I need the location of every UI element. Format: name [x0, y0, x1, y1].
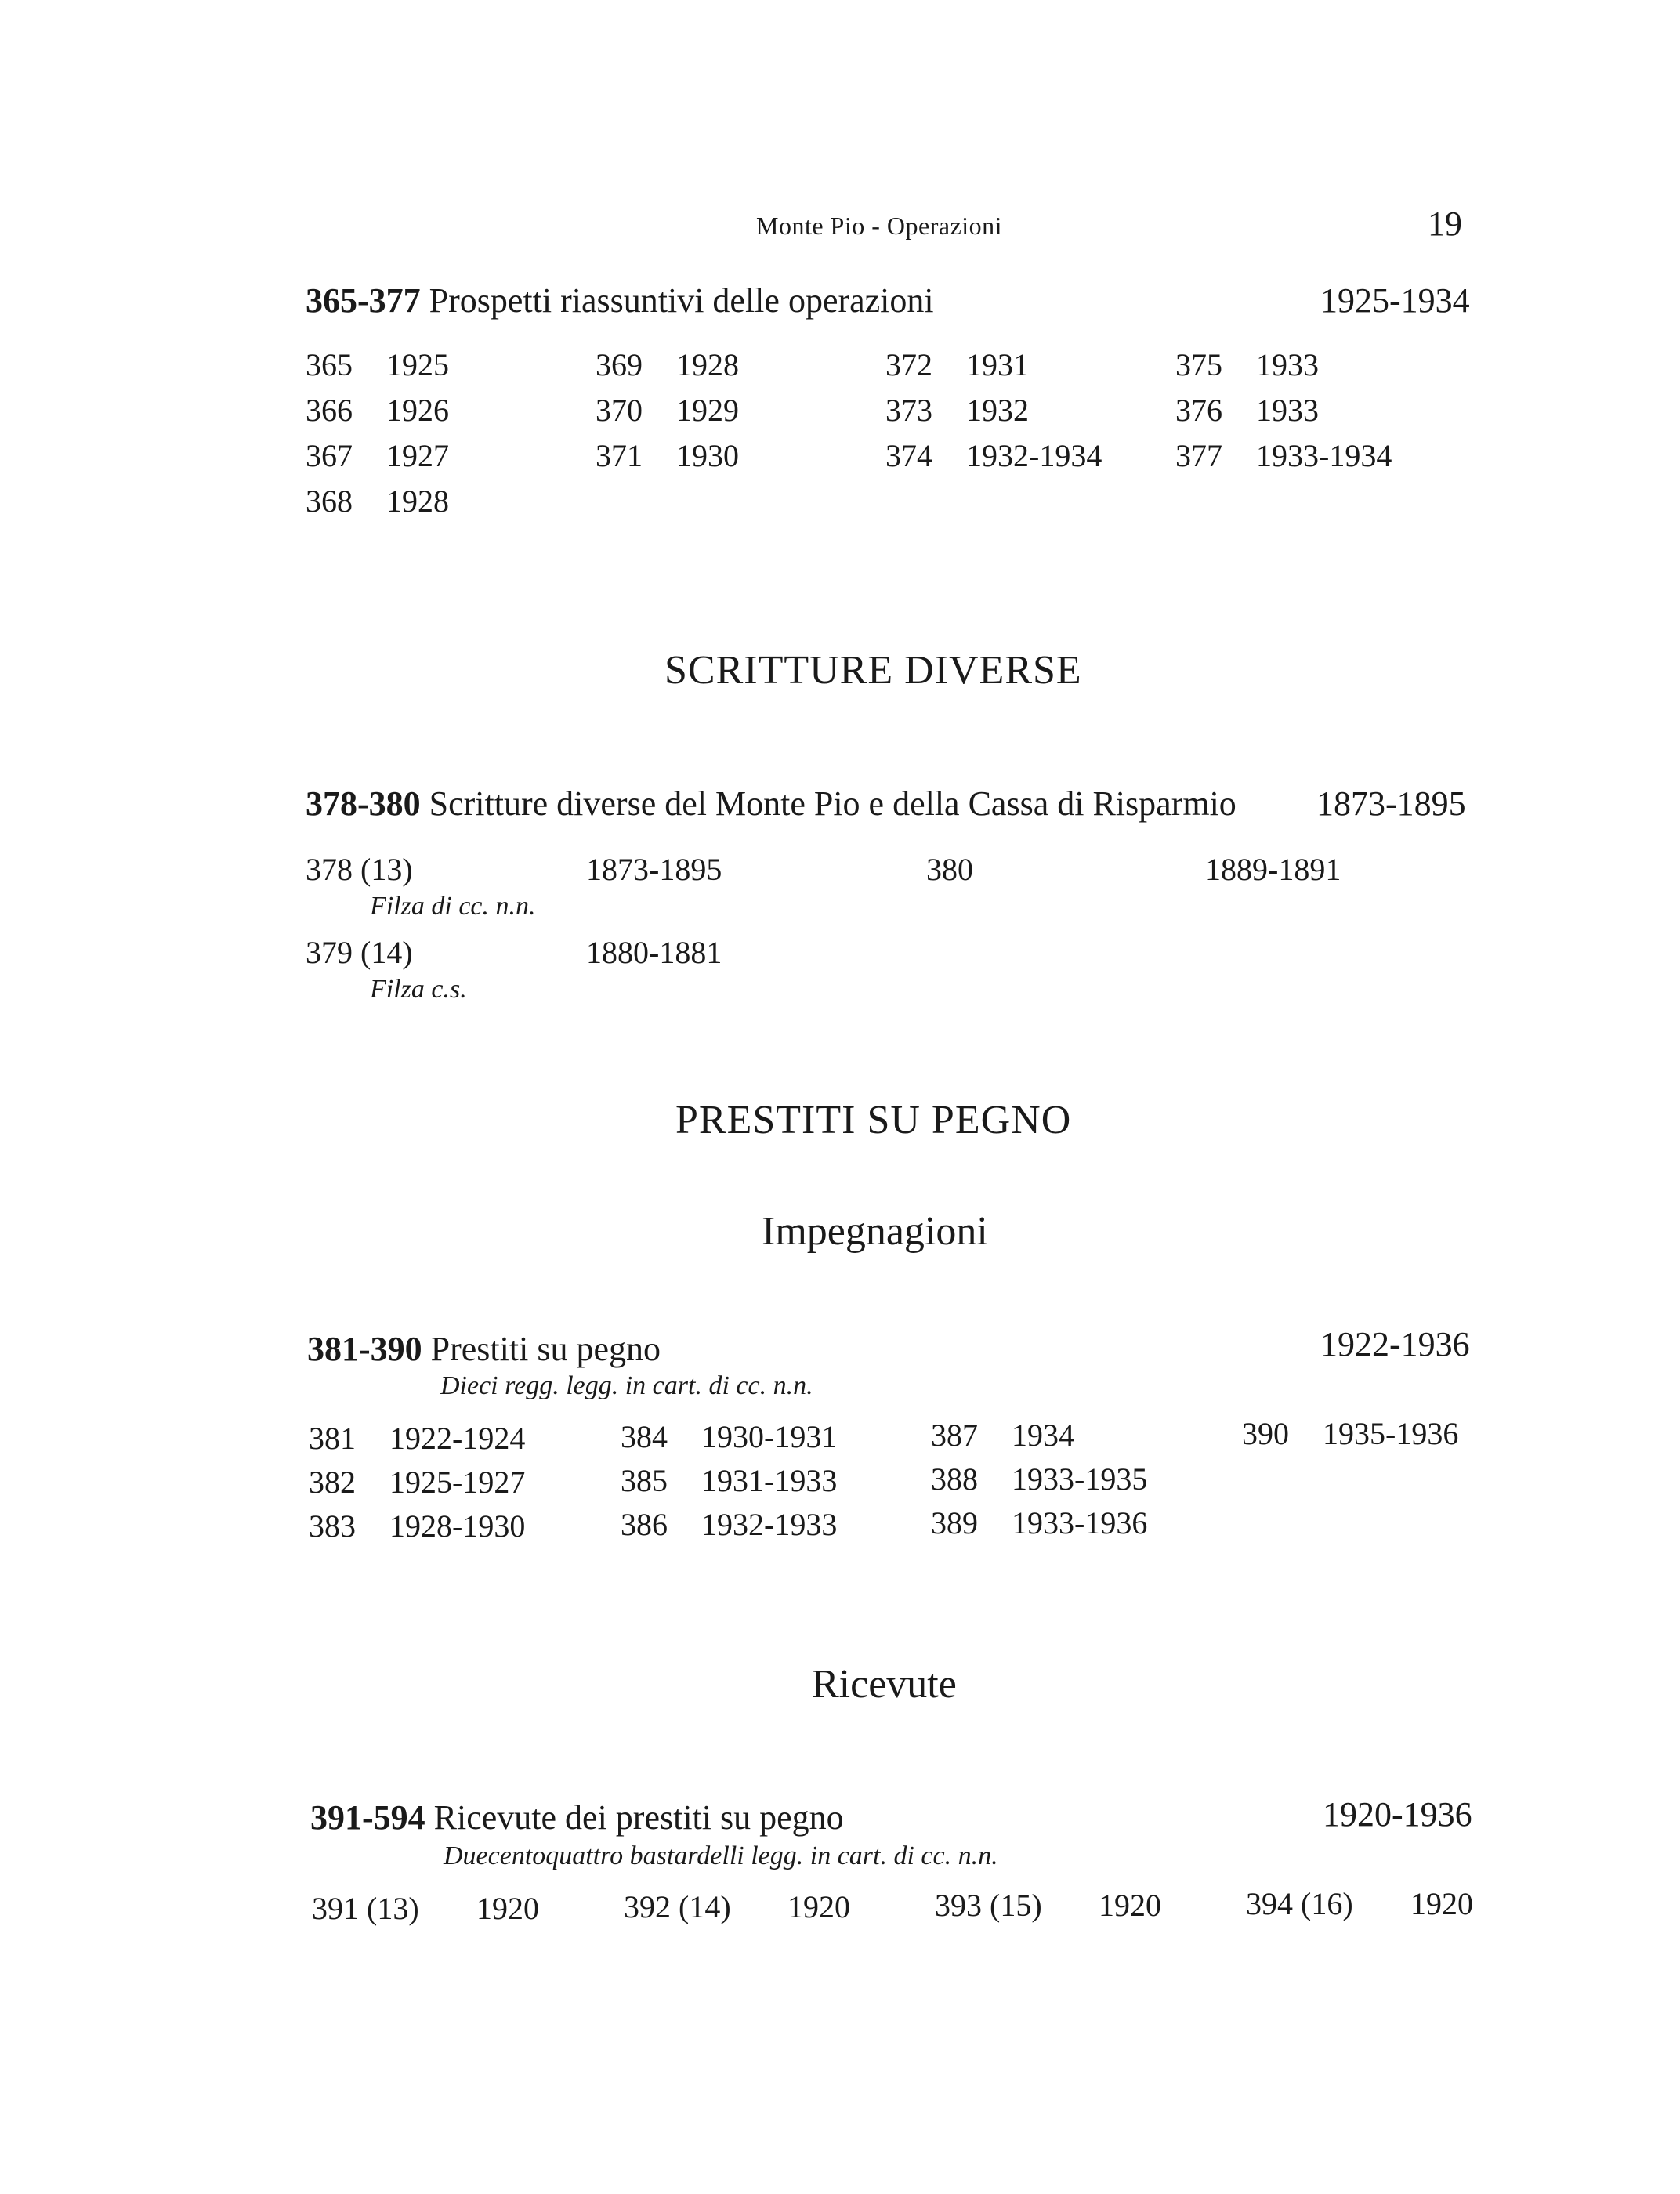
item-number: 379 (14): [306, 935, 413, 970]
item-number: 389: [931, 1505, 978, 1541]
item-years: 1920: [1410, 1886, 1473, 1921]
entry-years: 1873-1895: [1316, 784, 1466, 823]
entry-title: Scritture diverse del Monte Pio e della Cassa di Risparmio: [429, 784, 1236, 823]
item-years: 1920: [1099, 1888, 1161, 1923]
item-years: 1926: [386, 393, 449, 428]
item-number: 393 (15): [935, 1888, 1042, 1923]
item-number: 365: [306, 347, 353, 382]
item-years: 1933: [1256, 393, 1319, 428]
entry-years: 1922-1936: [1320, 1325, 1470, 1363]
entry-title: Prospetti riassuntivi delle operazioni: [429, 281, 934, 320]
item-years: 1927: [386, 438, 449, 473]
item-years: 1880-1881: [586, 935, 722, 970]
item-years: 1928: [386, 483, 449, 519]
item-years: 1925: [386, 347, 449, 382]
item-years: 1931: [966, 347, 1029, 382]
item-number: 391 (13): [312, 1891, 419, 1926]
entry-years: 1925-1934: [1320, 281, 1470, 320]
item-years: 1931-1933: [701, 1463, 838, 1498]
item-years: 1933: [1256, 347, 1319, 382]
item-years: 1889-1891: [1205, 852, 1341, 887]
item-number: 377: [1175, 438, 1222, 473]
item-number: 370: [596, 393, 643, 428]
entry-range: 365-377: [306, 281, 421, 320]
item-years: 1929: [676, 393, 739, 428]
item-number: 371: [596, 438, 643, 473]
entry-range: 391-594: [310, 1798, 425, 1837]
item-number: 374: [885, 438, 932, 473]
entry-heading: [307, 1329, 661, 1369]
item-number: 383: [309, 1508, 356, 1544]
page-number: 19: [1428, 205, 1462, 243]
item-years: 1933-1935: [1012, 1461, 1148, 1497]
item-years: 1930: [676, 438, 739, 473]
item-number: 366: [306, 393, 353, 428]
item-number: 388: [931, 1461, 978, 1497]
list-item: [306, 346, 353, 383]
item-number: 382: [309, 1464, 356, 1500]
item-number: 368: [306, 483, 353, 519]
item-number: 378 (13): [306, 852, 413, 887]
item-years: 1920: [788, 1889, 850, 1924]
item-years: 1933-1934: [1256, 438, 1392, 473]
item-number: 372: [885, 347, 932, 382]
entry-title: Ricevute dei prestiti su pegno: [433, 1798, 844, 1837]
entry-heading: [306, 281, 934, 320]
entry-range: 378-380: [306, 784, 421, 823]
item-years: 1935-1936: [1323, 1416, 1459, 1451]
section-heading: PRESTITI SU PEGNO: [675, 1098, 1072, 1142]
item-years: 1928-1930: [389, 1508, 526, 1544]
section-heading: SCRITTURE DIVERSE: [664, 648, 1082, 693]
item-years: 1873-1895: [586, 852, 722, 887]
item-years: 1934: [1012, 1417, 1074, 1453]
item-number: 376: [1175, 393, 1222, 428]
item-number: 369: [596, 347, 643, 382]
item-years: 1932-1933: [701, 1507, 838, 1542]
entry-title: Prestiti su pegno: [430, 1330, 661, 1368]
item-number: 386: [621, 1507, 668, 1542]
running-title: Monte Pio - Operazioni: [756, 212, 1003, 240]
entry-heading: [306, 784, 1236, 824]
entry-note: Duecentoquattro bastardelli legg. in cart. di cc. n.n.: [444, 1841, 998, 1870]
item-number: 385: [621, 1463, 668, 1498]
entry-range: 381-390: [307, 1330, 422, 1368]
item-years: 1932: [966, 393, 1029, 428]
subsection-heading: Ricevute: [812, 1662, 957, 1707]
item-years: 1922-1924: [389, 1421, 526, 1456]
subsection-heading: Impegnagioni: [762, 1209, 988, 1254]
item-years: 1933-1936: [1012, 1505, 1148, 1541]
item-number: 392 (14): [624, 1889, 731, 1924]
item-number: 384: [621, 1419, 668, 1454]
entry-heading: [310, 1798, 844, 1837]
item-years: 1920: [476, 1891, 539, 1926]
item-number: 373: [885, 393, 932, 428]
item-number: 380: [926, 852, 973, 887]
item-number: 394 (16): [1246, 1886, 1353, 1921]
item-years: 1932-1934: [966, 438, 1102, 473]
item-years: 1925-1927: [389, 1464, 526, 1500]
item-number: 367: [306, 438, 353, 473]
item-note: Filza c.s.: [370, 975, 467, 1004]
item-number: 390: [1242, 1416, 1289, 1451]
entry-note: Dieci regg. legg. in cart. di cc. n.n.: [440, 1371, 813, 1400]
item-note: Filza di cc. n.n.: [370, 892, 536, 921]
item-years: 1928: [676, 347, 739, 382]
item-number: 387: [931, 1417, 978, 1453]
entry-years: 1920-1936: [1323, 1795, 1472, 1834]
item-number: 375: [1175, 347, 1222, 382]
item-number: 381: [309, 1421, 356, 1456]
item-years: 1930-1931: [701, 1419, 838, 1454]
